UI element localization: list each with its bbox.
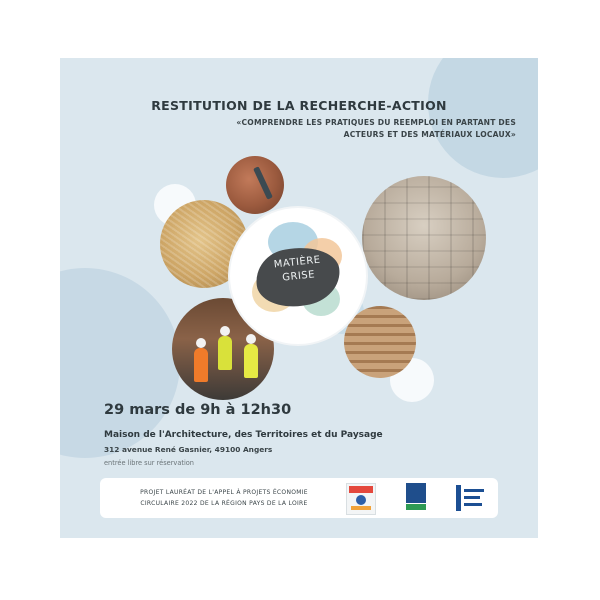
partner-logo-1: [346, 483, 376, 515]
region-logo: [456, 483, 488, 513]
footer-line-1: PROJET LAURÉAT DE L'APPEL À PROJETS ÉCONOMIE: [140, 489, 308, 496]
subtitle-line-2: ACTEURS ET DES MATÉRIAUX LOCAUX»: [343, 130, 516, 139]
event-address: 312 avenue René Gasnier, 49100 Angers: [104, 445, 273, 454]
event-poster: [60, 58, 538, 538]
footer-text: [108, 487, 340, 509]
wood-photo: [344, 306, 416, 378]
logo-line-1: MATIÈRE: [273, 254, 322, 271]
matiere-grise-logo: [230, 208, 366, 344]
entry-note: entrée libre sur réservation: [104, 459, 194, 467]
partner-logo-2: [404, 483, 428, 513]
footer-banner: [100, 478, 498, 518]
event-venue: Maison de l'Architecture, des Territoires et du Paysage: [104, 430, 383, 440]
event-date: 29 mars de 9h à 12h30: [104, 402, 292, 418]
poster-subtitle: [100, 117, 516, 141]
poster-title: RESTITUTION DE LA RECHERCHE-ACTION: [151, 98, 447, 113]
footer-line-2: CIRCULAIRE 2022 DE LA RÉGION PAYS DE LA LOIRE: [140, 500, 308, 507]
subtitle-line-1: «COMPRENDRE LES PRATIQUES DU REEMPLOI EN PARTANT DES: [236, 118, 516, 127]
brick-photo: [226, 156, 284, 214]
stones-photo: [362, 176, 486, 300]
logo-line-2: GRISE: [281, 269, 316, 284]
